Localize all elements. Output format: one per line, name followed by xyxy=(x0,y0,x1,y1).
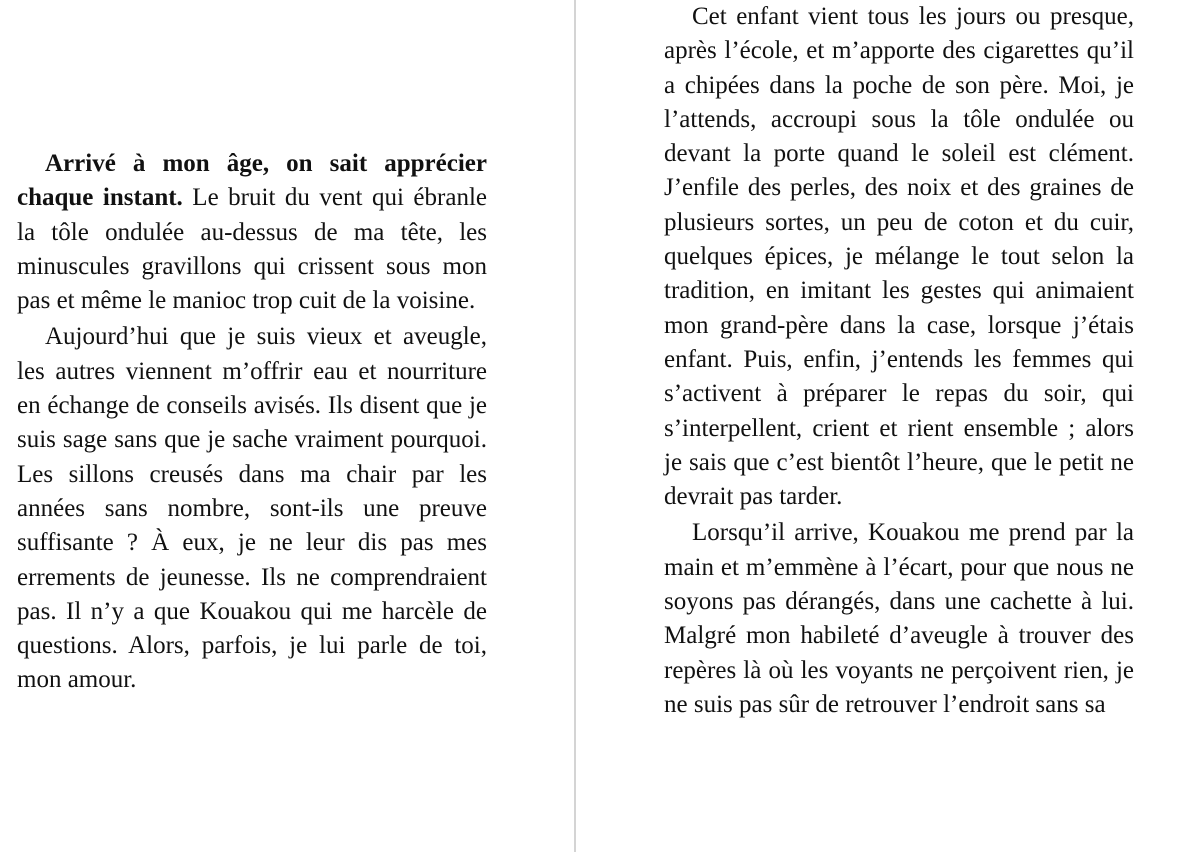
paragraph xyxy=(17,147,487,318)
right-text-column xyxy=(664,0,1134,724)
page-divider xyxy=(574,0,576,852)
left-page xyxy=(0,0,575,852)
paragraph: Cet enfant vient tous les jours ou presque, après l’école, et m’apporte des cigarettes qu’il a chipées dans la poche de son père. Moi, je l’attends, accroupi sous la tôle ondulée ou devant la porte quand le soleil est clément. J’enfile des perles, des noix et des graines de plusieurs sortes, un peu de coton et du cuir, quelques épices, je mélange le tout selon la tradition, en imitant les gestes qui animaient mon grand-père dans la case, lorsque j’étais enfant. Puis, enfin, j’entends les femmes qui s’activent à préparer le repas du soir, qui s’interpellent, crient et rient ensemble ; alors je sais que c’est bientôt l’heure, que le petit ne devrait pas tarder. xyxy=(664,3,1134,511)
paragraph-lead: Arrivé à mon âge, on sait apprécier chaque instant. xyxy=(17,150,487,212)
left-text-column xyxy=(17,147,487,700)
paragraph: Aujourd’hui que je suis vieux et aveugle, les autres viennent m’offrir eau et nourriture en échange de conseils avisés. Ils disent que je suis sage sans que je sache vraiment pourquoi. Les sillons creusés dans ma chair par les années sans nombre, sont-ils une preuve suffisante ? À eux, je ne leur dis pas mes errements de jeunesse. Ils ne comprendraient pas. Il n’y a que Kouakou qui me harcèle de questions. Alors, parfois, je lui parle de toi, mon amour. xyxy=(17,323,487,694)
paragraph-body: Le bruit du vent qui ébranle la tôle ondulée au-dessus de ma tête, les minuscules gravillons qui crissent sous mon pas et même le manioc trop cuit de la voisine. xyxy=(17,184,487,315)
paragraph: Lorsqu’il arrive, Kouakou me prend par la main et m’emmène à l’écart, pour que nous ne soyons pas dérangés, dans une cachette à lui. Malgré mon habileté d’aveugle à trouver des repères là où les voyants ne perçoivent rien, je ne suis pas sûr de retrouver l’endroit sans sa xyxy=(664,519,1134,718)
right-page xyxy=(577,0,1186,852)
